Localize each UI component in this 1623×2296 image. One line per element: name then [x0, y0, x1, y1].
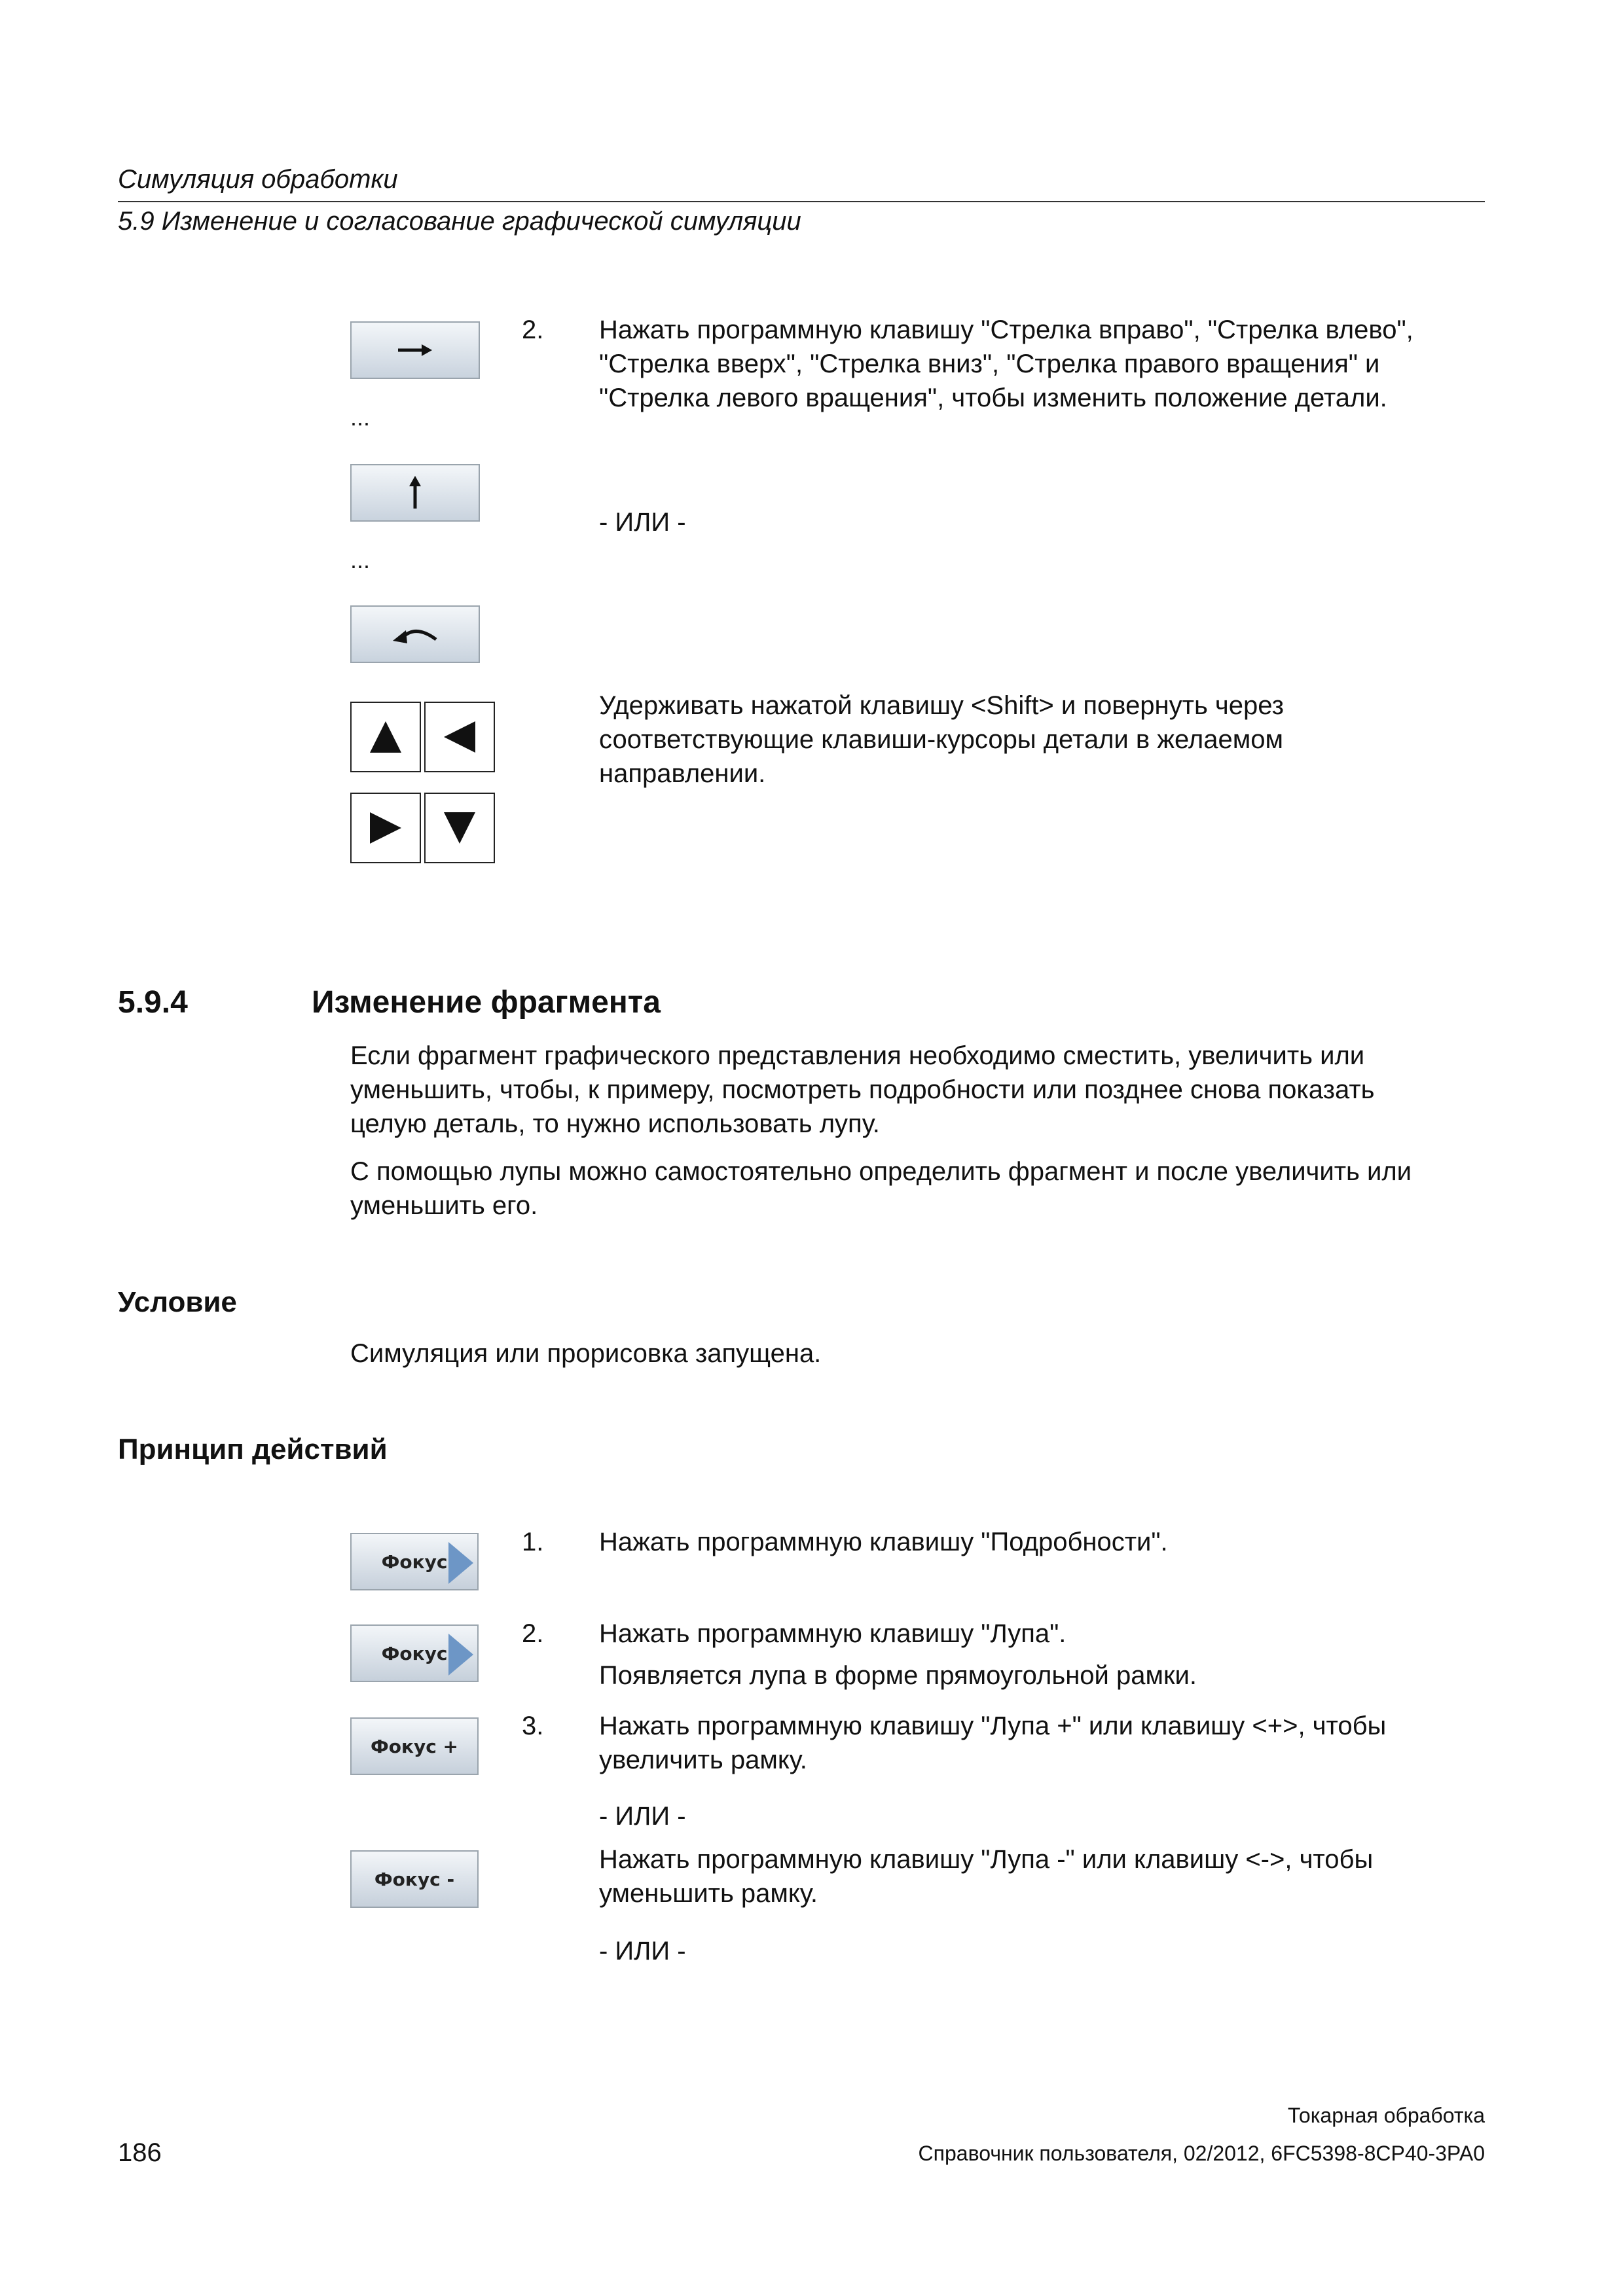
softkey-label: Фокус + [370, 1735, 459, 1757]
triangle-up-icon [367, 719, 404, 755]
section-number: 5.9.4 [118, 985, 188, 1020]
footer-manual: Справочник пользователя, 02/2012, 6FC5398-8CP40-3PA0 [918, 2142, 1485, 2165]
or-separator: - ИЛИ - [599, 1937, 686, 1965]
zoom-in-softkey[interactable] [350, 1717, 479, 1775]
step3-number: 3. [522, 1712, 544, 1740]
paragraph-line: целую деталь, то нужно использовать лупу. [350, 1109, 880, 1138]
rotate-left-icon [390, 621, 440, 647]
page-number: 186 [118, 2138, 162, 2167]
cursor-right-key[interactable] [350, 793, 421, 863]
condition-text: Симуляция или прорисовка запущена. [350, 1339, 822, 1368]
step1-text: Нажать программную клавишу "Подробности". [599, 1528, 1168, 1556]
step3-text-line: Нажать программную клавишу "Лупа +" или клавишу <+>, чтобы [599, 1712, 1387, 1740]
shift-text-line: Удерживать нажатой клавишу <Shift> и повернуть через [599, 691, 1284, 720]
or-separator: - ИЛИ - [599, 508, 686, 537]
paragraph-line: уменьшить, чтобы, к примеру, посмотреть подробности или позднее снова показать [350, 1075, 1375, 1104]
cursor-left-key[interactable] [424, 702, 495, 772]
paragraph-line: С помощью лупы можно самостоятельно определить фрагмент и после увеличить или [350, 1157, 1412, 1186]
triangle-left-icon [441, 719, 478, 755]
zoom-out-text-line: Нажать программную клавишу "Лупа -" или клавишу <->, чтобы [599, 1845, 1374, 1874]
rotate-left-softkey[interactable] [350, 605, 480, 663]
zoom-out-text-line: уменьшить рамку. [599, 1879, 818, 1908]
arrow-right-softkey[interactable] [350, 321, 480, 379]
softkey-label: Фокус [381, 1642, 448, 1664]
details-softkey[interactable] [350, 1533, 479, 1590]
step-text [599, 313, 1489, 415]
procedure-heading: Принцип действий [118, 1433, 388, 1465]
arrow-up-icon [405, 475, 425, 511]
step2-text: Нажать программную клавишу "Лупа". [599, 1619, 1067, 1648]
footer-product: Токарная обработка [1287, 2104, 1485, 2127]
chapter-header: Симуляция обработки [118, 165, 398, 194]
softkey-label: Фокус [381, 1551, 448, 1573]
step-text-line: Нажать программную клавишу "Стрелка вправо", "Стрелка влево", [599, 315, 1413, 344]
condition-heading: Условие [118, 1286, 237, 1318]
header-rule [118, 201, 1485, 202]
step1-number: 1. [522, 1528, 544, 1556]
arrow-right-icon [395, 340, 435, 360]
step-text-line: "Стрелка левого вращения", чтобы изменить положение детали. [599, 384, 1387, 412]
shift-text-line: соответствующие клавиши-курсоры детали в желаемом [599, 725, 1283, 754]
cursor-down-key[interactable] [424, 793, 495, 863]
section-paragraph-2 [350, 1155, 1489, 1223]
zoom-out-text [599, 1842, 1489, 1910]
magnifier-softkey[interactable] [350, 1624, 479, 1682]
step2-number: 2. [522, 1619, 544, 1648]
ellipsis-1: ... [350, 404, 371, 431]
arrow-up-softkey[interactable] [350, 464, 480, 522]
shift-text-line: направлении. [599, 759, 766, 788]
step3-text [599, 1709, 1489, 1777]
paragraph-line: уменьшить его. [350, 1191, 538, 1220]
step2-result: Появляется лупа в форме прямоугольной рамки. [599, 1661, 1197, 1690]
section-title: Изменение фрагмента [312, 985, 661, 1020]
zoom-out-softkey[interactable] [350, 1850, 479, 1908]
triangle-right-icon [367, 810, 404, 846]
shift-instruction [599, 689, 1489, 791]
triangle-down-icon [441, 810, 478, 846]
step-text-line: "Стрелка вверх", "Стрелка вниз", "Стрелка правого вращения" и [599, 350, 1380, 378]
step3-text-line: увеличить рамку. [599, 1746, 807, 1774]
section-paragraph-1 [350, 1039, 1489, 1141]
softkey-arrow-icon [448, 1542, 473, 1584]
step-number: 2. [522, 315, 544, 344]
softkey-label: Фокус - [374, 1868, 455, 1890]
softkey-arrow-icon [448, 1634, 473, 1676]
cursor-up-key[interactable] [350, 702, 421, 772]
or-separator: - ИЛИ - [599, 1802, 686, 1831]
ellipsis-2: ... [350, 547, 371, 573]
section-header: 5.9 Изменение и согласование графической симуляции [118, 207, 801, 236]
paragraph-line: Если фрагмент графического представления необходимо сместить, увеличить или [350, 1041, 1365, 1070]
